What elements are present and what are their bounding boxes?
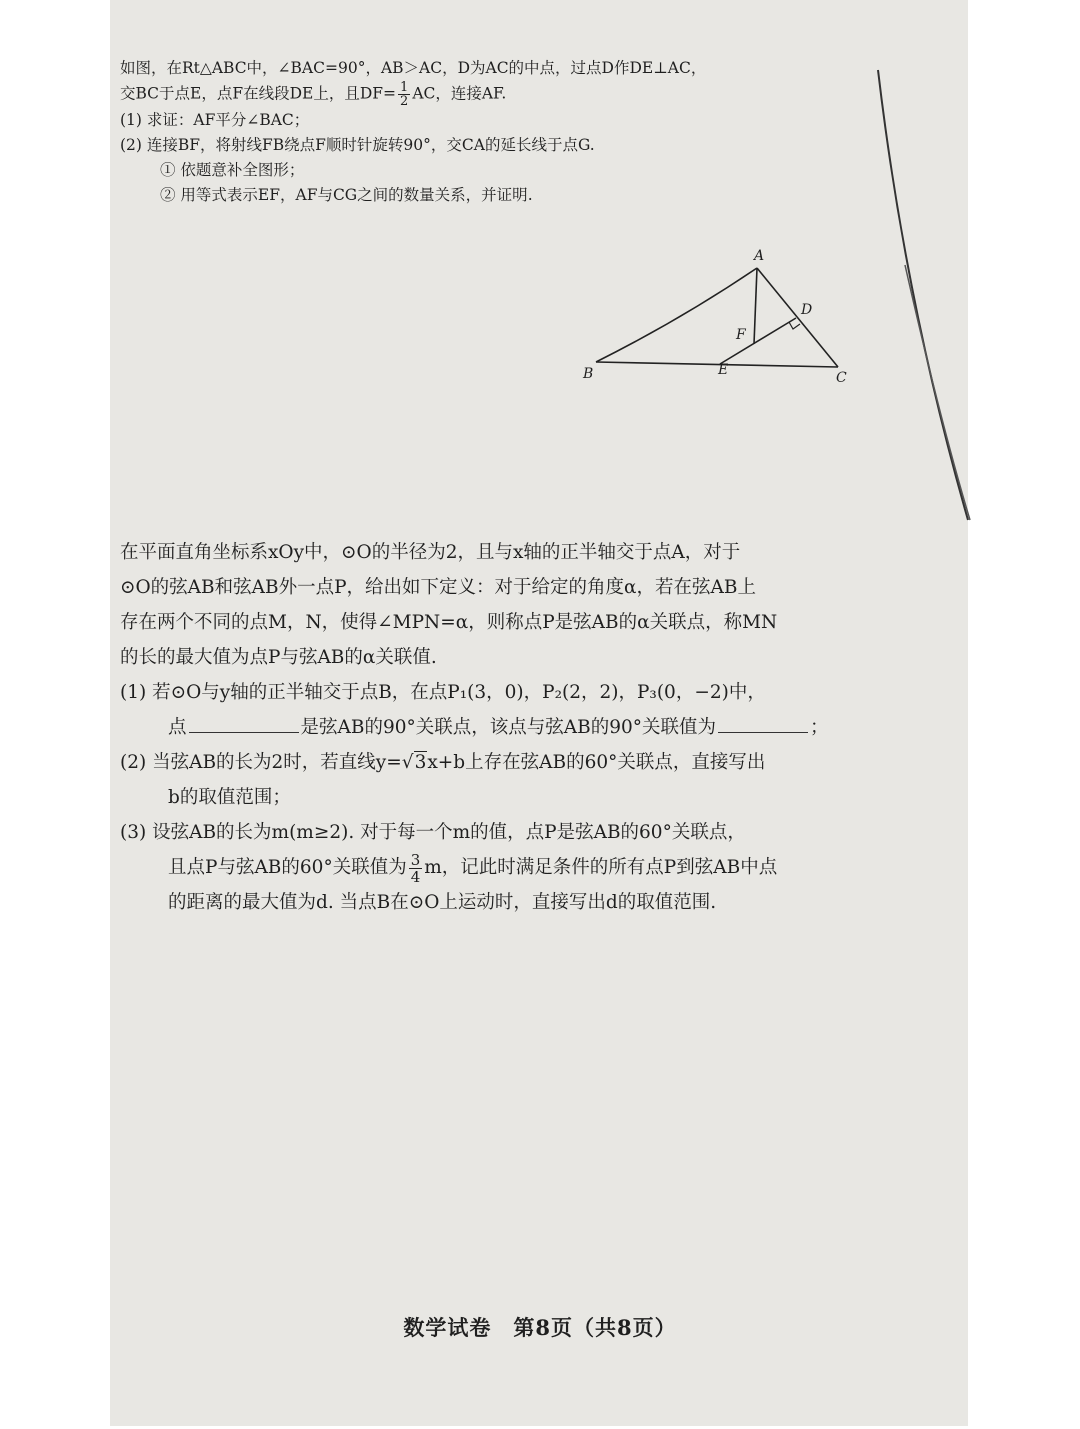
sqrt-radicand: 3 <box>414 752 427 773</box>
answer-blank-value[interactable] <box>718 731 808 733</box>
right-angle-mark <box>789 322 800 329</box>
label-F: F <box>736 327 746 343</box>
part-3-text-a: 且点P与弦AB的60°关联值为 <box>168 857 407 878</box>
label-E: E <box>718 362 729 378</box>
problem-1-sub-1: ① 依题意补全图形； <box>160 161 305 179</box>
problem-2-part-3-line-3: 的距离的最大值为d. 当点B在⊙O上运动时，直接写出d的取值范围. <box>168 892 717 913</box>
fraction-denominator: 4 <box>410 867 421 886</box>
part-1-text-a: 点 <box>168 717 187 738</box>
label-B: B <box>583 366 594 382</box>
problem-2-line-4: 的长的最大值为点P与弦AB的α关联值. <box>120 647 437 668</box>
side-AC <box>757 268 838 367</box>
side-AB <box>596 268 757 362</box>
fraction-three-quarters <box>409 852 423 885</box>
problem-1-part-1: (1) 求证：AF平分∠BAC； <box>120 111 310 129</box>
problem-1-line-1: 如图，在Rt△ABC中，∠BAC=90°，AB＞AC，D为AC的中点，过点D作DE⊥AC， <box>120 59 707 77</box>
segment-AF <box>754 268 757 344</box>
problem-2-part-1-line-2 <box>120 710 940 745</box>
problem-2-part-2-line-2: b的取值范围； <box>168 787 291 808</box>
label-C: C <box>836 370 847 386</box>
label-A: A <box>754 248 765 264</box>
part-1-text-c: ； <box>810 717 829 738</box>
problem-2-line-2: ⊙O的弦AB和弦AB外一点P，给出如下定义：对于给定的角度α，若在弦AB上 <box>120 577 756 598</box>
part-1-text-b: 是弦AB的90°关联点，该点与弦AB的90°关联值为 <box>300 717 717 738</box>
problem-1-line-2-post: AC，连接AF. <box>412 84 507 103</box>
problem-2-part-1-line-1: (1) 若⊙O与y轴的正半轴交于点B，在点P₁(3，0)，P₂(2，2)，P₃(0，−2)中， <box>120 682 766 703</box>
problem-2 <box>120 535 940 920</box>
problem-2-line-3: 存在两个不同的点M，N，使得∠MPN=α，则称点P是弦AB的α关联点，称MN <box>120 612 778 633</box>
problem-2-part-3-line-1: (3) 设弦AB的长为m(m≥2). 对于每一个m的值，点P是弦AB的60°关联点， <box>120 822 746 843</box>
page-footer: 数学试卷 第8页（共8页） <box>403 1315 677 1340</box>
side-BC <box>596 362 838 367</box>
answer-blank-point[interactable] <box>189 731 299 733</box>
problem-1-sub-2: ② 用等式表示EF，AF与CG之间的数量关系，并证明. <box>160 186 533 204</box>
part-2-text-a: (2) 当弦AB的长为2时，若直线y= <box>120 752 402 773</box>
problem-1-line-2-pre: 交BC于点E，点F在线段DE上，且DF= <box>120 84 397 103</box>
problem-2-part-2-line-1: (2) 当弦AB的长为2时，若直线y=√3x+b上存在弦AB的60°关联点，直接写出 <box>120 752 766 773</box>
problem-2-part-3-line-2 <box>120 850 940 885</box>
label-D: D <box>801 302 813 318</box>
fraction-denominator: 2 <box>400 94 409 109</box>
problem-2-line-1: 在平面直角坐标系xOy中，⊙O的半径为2，且与x轴的正半轴交于点A，对于 <box>120 542 741 563</box>
segment-DE <box>720 318 796 364</box>
part-3-text-b: m，记此时满足条件的所有点P到弦AB中点 <box>424 857 778 878</box>
fraction-numerator: 3 <box>410 850 421 869</box>
fraction-numerator: 1 <box>400 80 409 95</box>
problem-1-part-2: (2) 连接BF，将射线FB绕点F顺时针旋转90°，交CA的延长线于点G. <box>120 136 595 154</box>
part-2-text-b: x+b上存在弦AB的60°关联点，直接写出 <box>427 752 766 773</box>
